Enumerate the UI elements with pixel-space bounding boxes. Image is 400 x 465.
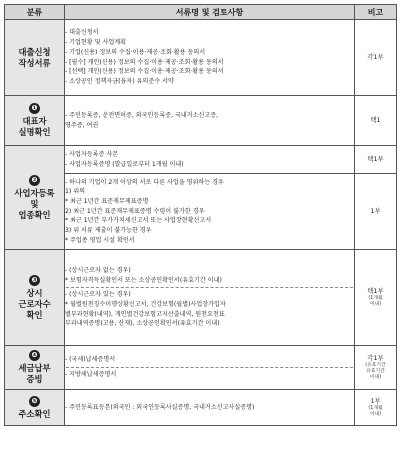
documents-cell [65, 20, 355, 96]
note-subtext: (유효기간 [365, 363, 386, 368]
document-line: 영주증, 여권 [65, 121, 99, 129]
document-line: - (상시근로자 없는 경우) [65, 266, 131, 274]
table-row [5, 146, 397, 174]
document-line: - 지방세납세증명서 [65, 371, 117, 378]
note-text: 택1부 [367, 155, 384, 163]
document-line: 1) 위의 [65, 188, 85, 196]
document-line: - 기업현황 및 사업계획 [65, 39, 126, 47]
document-line: - 주민등록표등본(외국인 : 외국인등록사실증명, 국내거소신고사실증명) [65, 403, 255, 411]
note-text: 택1 [370, 116, 381, 124]
note-cell [355, 250, 397, 346]
document-line: - [선택] 개인(신용) 정보의 수집·이용·제공·조회·활용 동의서 [65, 68, 224, 76]
header-documents: 서류명 및 검토사항 [65, 5, 355, 20]
document-line: 3) 위 서류 제출이 불가능한 경우 [65, 227, 152, 235]
category-title: 업종확인 [18, 209, 51, 220]
documents-cell [65, 174, 355, 250]
number-badge: ❸ [29, 275, 40, 286]
category-cell [5, 146, 65, 250]
note-text: 택1부 [367, 287, 384, 295]
note-subtext: 이내) [369, 302, 382, 307]
documents-cell [65, 250, 355, 346]
note-subtext: (1개월 [368, 296, 383, 301]
note-text: 각1부 [367, 354, 384, 362]
document-line: * 월별원천징수이행상황신고서, 건강보험(월별)사업장가입자 [65, 301, 226, 308]
category-title: 증빙 [26, 374, 43, 384]
document-line: - 사업자등록증 사본 [65, 150, 119, 158]
table-row [5, 20, 397, 96]
number-badge: ❷ [29, 175, 40, 186]
document-line: * 최근 1년간 표준재무제표증명 [65, 197, 149, 205]
table-row [5, 346, 397, 390]
documents-cell [65, 96, 355, 146]
category-title: 확인 [26, 309, 43, 320]
note-cell [355, 146, 397, 174]
document-line: 2) 최근 1년간 표준재무제표증명 수령이 불가한 경우 [65, 207, 205, 215]
dashed-divider [65, 367, 355, 368]
document-line: * 보험자격득실확인서 또는 소상공인확인서(유효기간 이내) [65, 276, 222, 284]
document-line: * 주업종 영업 시설 확인서 [65, 236, 135, 244]
document-line: - 하나의 기업이 2개 이상의 서로 다른 사업을 영위하는 경우 [65, 178, 224, 186]
category-cell [5, 346, 65, 390]
document-line: - (국세)납세증명서 [65, 356, 116, 364]
category-cell [5, 20, 65, 96]
document-line: - 기업(신용) 정보의 수집·이용·제공·조회·활용 동의서 [65, 48, 206, 56]
document-line: - [필수] 개인(신용) 정보의 수집·이용·제공·조회·활용 동의서 [65, 58, 224, 66]
document-line: 부과내역증명(고용, 산재), 소상공인확인서(유효기간 이내) [65, 320, 220, 328]
documents-cell [65, 390, 355, 426]
number-badge: ❶ [29, 103, 40, 114]
number-badge: ❹ [29, 350, 40, 361]
note-text: 1부 [370, 397, 381, 405]
note-cell [355, 346, 397, 390]
dashed-divider [65, 287, 355, 288]
category-title: 대출신청 [18, 46, 51, 57]
category-cell [5, 390, 65, 426]
category-title: 사업자등록 [14, 187, 55, 198]
table-row [5, 250, 397, 346]
category-title: 주소확인 [18, 408, 51, 419]
note-subtext: (1개월 [368, 406, 383, 411]
note-text: 1부 [370, 207, 381, 215]
category-title: 작성서류 [18, 57, 51, 68]
note-subtext: 유효기간 [366, 369, 385, 374]
required-documents-table [4, 4, 397, 426]
document-line: - 대출신청서 [65, 29, 99, 37]
note-cell [355, 96, 397, 146]
note-cell [355, 390, 397, 426]
note-subtext: 이내) [369, 375, 382, 380]
note-text: 각1부 [367, 53, 384, 61]
document-line: - 소상공인 정책자금(융자) 유의준수 서약 [65, 77, 174, 85]
category-title: 실명확인 [18, 127, 51, 137]
category-cell [5, 250, 65, 346]
category-title: 근로자수 [18, 298, 51, 309]
category-cell [5, 96, 65, 146]
document-line: - (상시근로자 있는 경우) [65, 291, 131, 299]
document-line: * 최근 1년간 부가가치세신고서 또는 사업장현황신고서 [65, 217, 212, 225]
category-title: 및 [30, 198, 39, 209]
note-cell [355, 174, 397, 250]
header-category: 분류 [5, 5, 65, 20]
note-cell [355, 20, 397, 96]
category-title: 세금납부 [18, 363, 51, 373]
document-line: 별부과현황(내역), 개인별건강보험고지산출내역, 원천요천표 [65, 310, 225, 318]
documents-cell [65, 146, 355, 174]
category-title: 상시 [26, 287, 43, 298]
note-subtext: 이내) [369, 412, 382, 417]
document-line: - 사업자등록증명 (발급일로부터 1개월 이내) [65, 160, 184, 168]
table-header [5, 5, 397, 20]
table-row [5, 96, 397, 146]
number-badge: ❺ [29, 396, 40, 407]
category-title: 대표자 [22, 116, 47, 126]
table-row [5, 390, 397, 426]
documents-cell [65, 346, 355, 390]
document-line: - 주민등록증, 운전면허증, 외국인등록증, 국내거소신고증, [65, 111, 219, 119]
header-note: 비고 [355, 5, 397, 20]
